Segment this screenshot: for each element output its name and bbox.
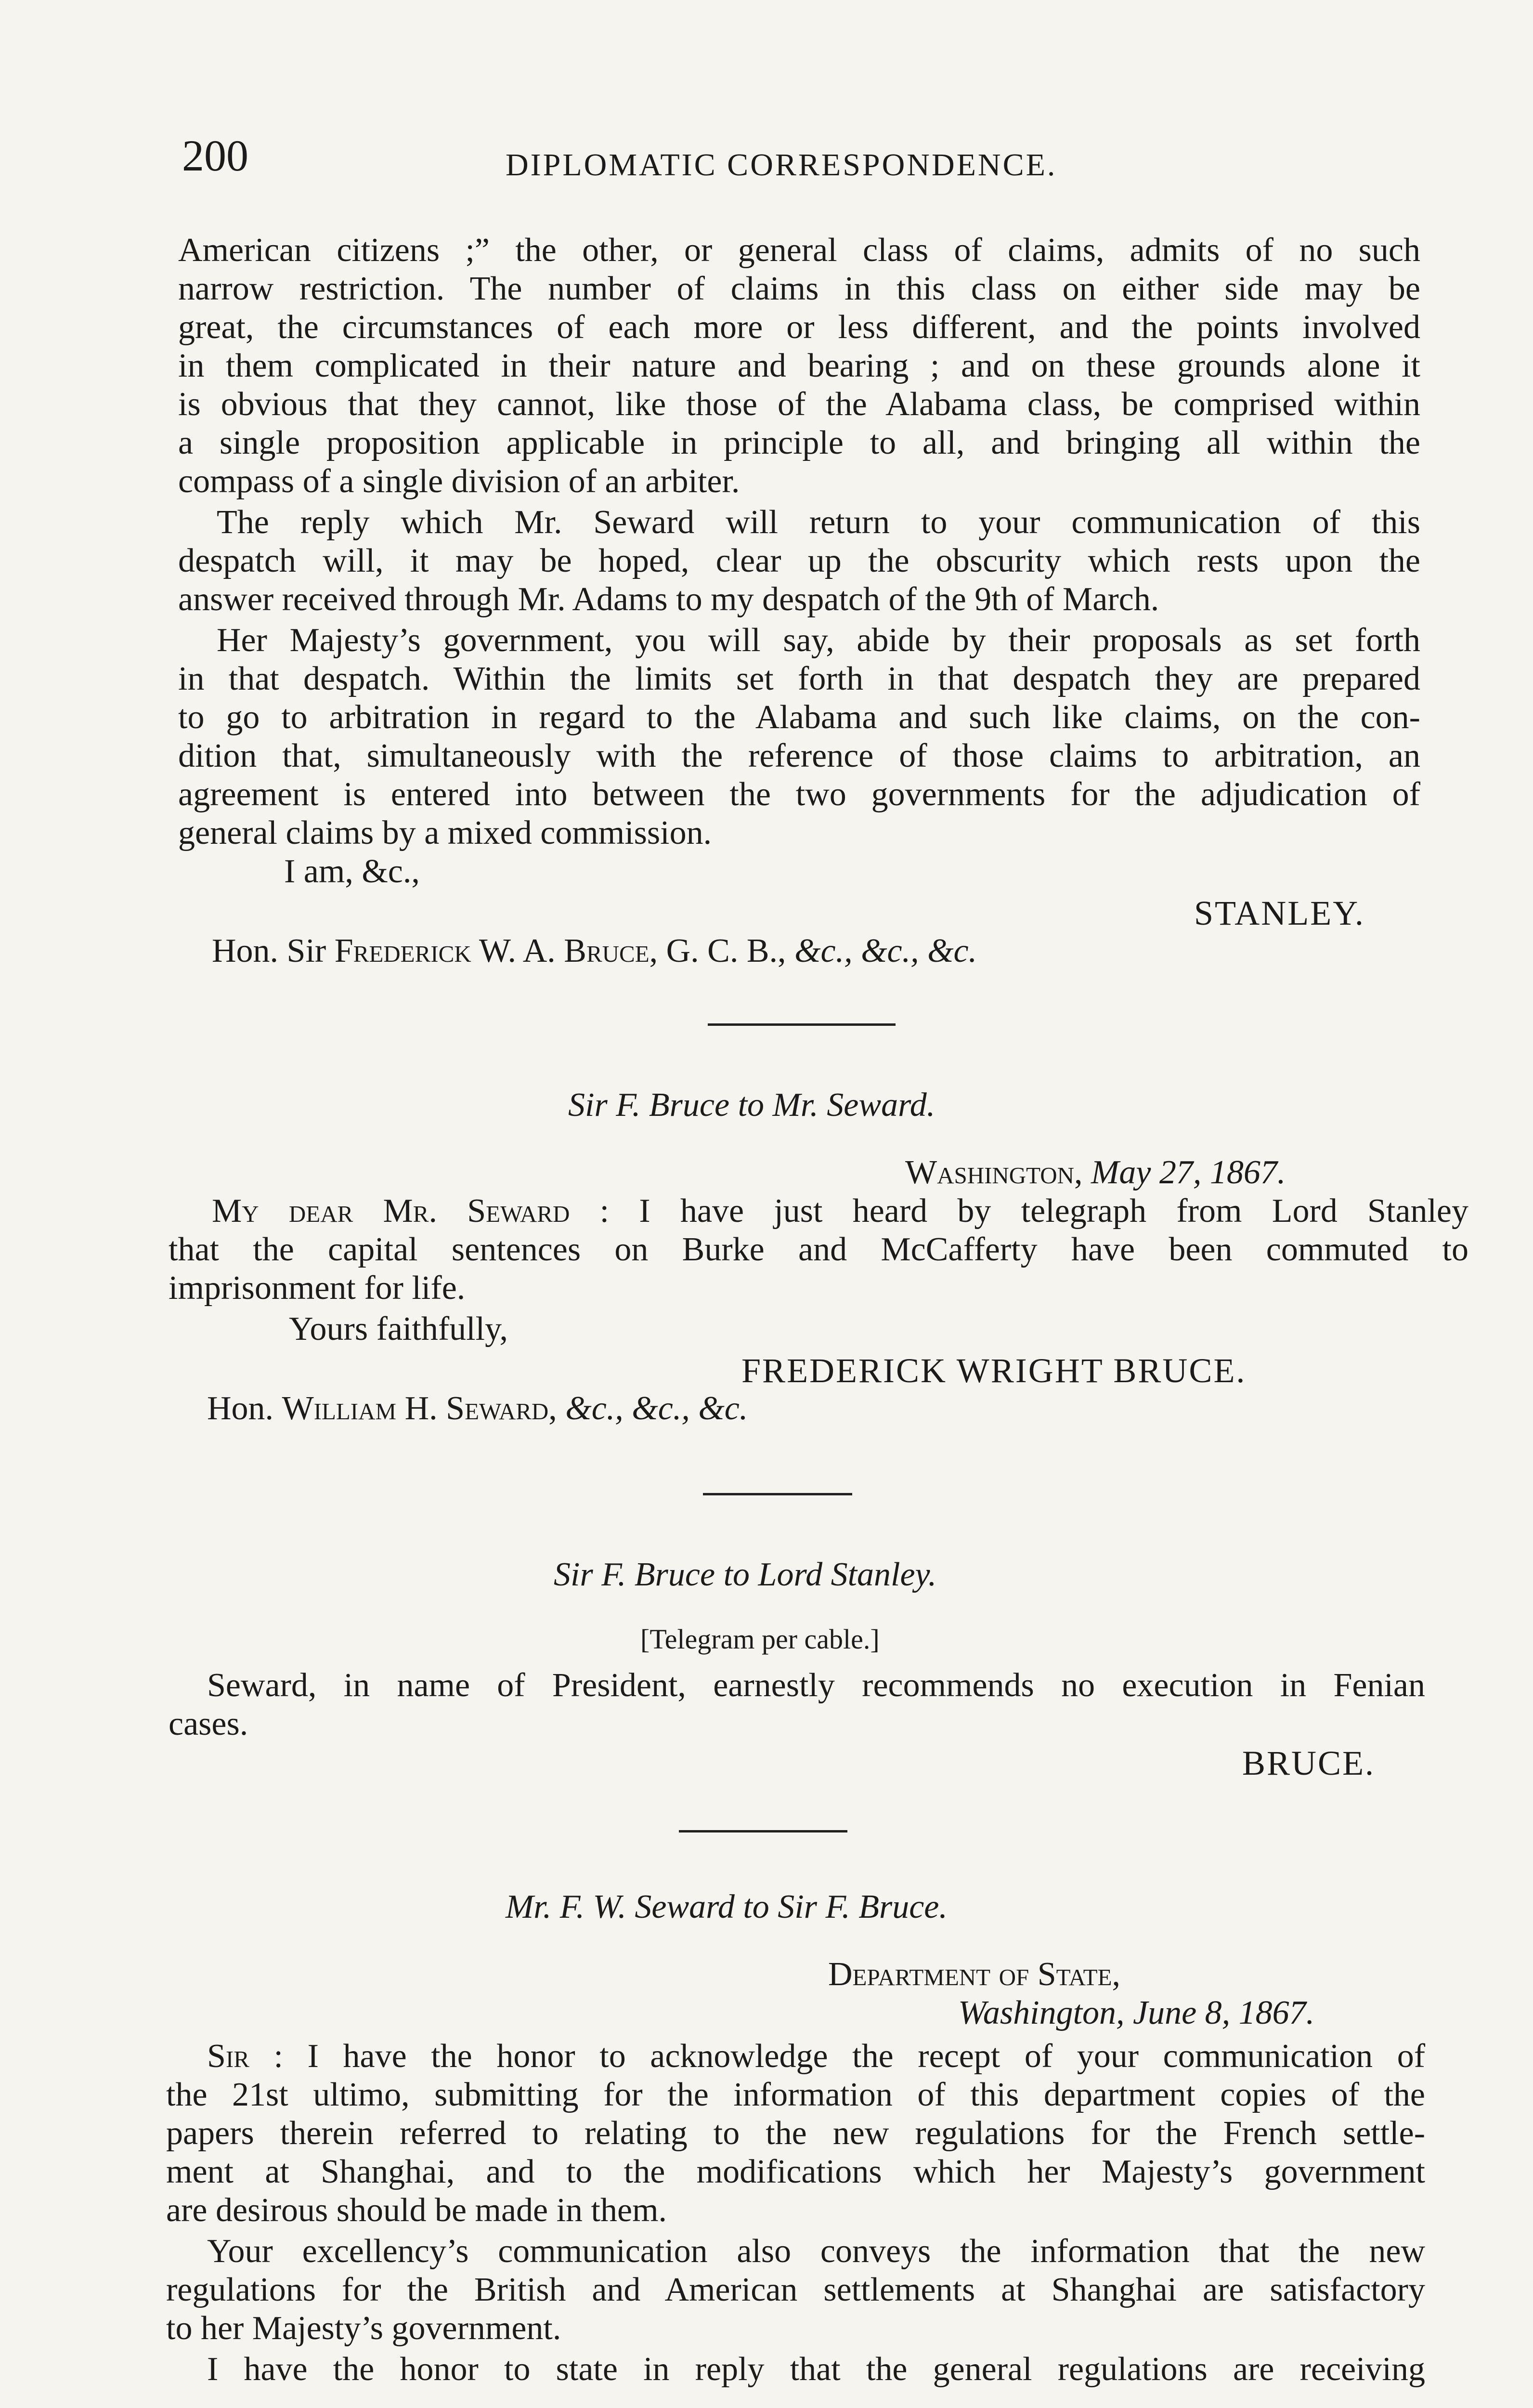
text-line: to her Majesty’s government. [166, 2310, 561, 2347]
letter2-signature: FREDERICK WRIGHT BRUCE. [741, 1351, 1247, 1390]
addressee-prefix: Hon. Sir [212, 932, 326, 969]
text-line: Seward, in name of President, earnestly recommends no execution in Fenian [207, 1667, 1425, 1704]
date: May 27, 1867. [1091, 1154, 1286, 1191]
text-line: American citizens ;” the other, or general class of claims, admits of no such [178, 232, 1420, 269]
text-line: imprisonment for life. [169, 1269, 466, 1307]
text-line: to go to arbitration in regard to the Alabama and such like claims, on the con- [178, 699, 1420, 736]
letter1-signature: STANLEY. [1194, 894, 1365, 932]
section-divider [708, 1023, 896, 1026]
running-title: DIPLOMATIC CORRESPONDENCE. [506, 147, 1057, 183]
body-text: I have just heard by telegraph from Lord Stanley [639, 1192, 1468, 1230]
text-line: I have the honor to state in reply that the general regulations are receiving [207, 2351, 1425, 2388]
place: Washington, [958, 1994, 1125, 2031]
letter3-note: [Telegram per cable.] [640, 1623, 880, 1655]
text-line: the 21st ultimo, submitting for the information of this department copies of the [166, 2076, 1425, 2113]
text-line: despatch will, it may be hoped, clear up the obscurity which rests upon the [178, 542, 1420, 579]
letter2-heading: Sir F. Bruce to Mr. Seward. [568, 1086, 935, 1124]
text-line: cases. [169, 1705, 248, 1742]
text-line: compass of a single division of an arbiter. [178, 463, 740, 500]
addressee-etc: &c., &c., &c. [565, 1390, 748, 1427]
letter4-heading: Mr. F. W. Seward to Sir F. Bruce. [506, 1888, 948, 1925]
addressee-name: Frederick W. A. Bruce [334, 932, 650, 969]
section-divider [703, 1493, 852, 1495]
text-line: regulations for the British and American settlements at Shanghai are satisfactory [166, 2271, 1425, 2308]
body-text: I have the honor to acknowledge the recept of your communication of [307, 2038, 1426, 2075]
text-line: that the capital sentences on Burke and McCafferty have been commuted to [169, 1231, 1468, 1268]
letter3-heading: Sir F. Bruce to Lord Stanley. [554, 1556, 937, 1593]
addressee-prefix: Hon. [207, 1390, 274, 1427]
letter4-department: Department of State, [828, 1956, 1121, 1993]
letter1-closing: I am, &c., [284, 853, 420, 890]
place: Washington, [905, 1154, 1083, 1191]
text-line: Your excellency’s communication also conveys the information that the new [207, 2233, 1425, 2270]
date-month: June 8, 1867. [1133, 1994, 1315, 2031]
salutation: Sir : [207, 2038, 283, 2075]
section-divider [679, 1830, 847, 1832]
text-line: general claims by a mixed commission. [178, 814, 712, 851]
addressee-etc: &c., &c., &c. [794, 932, 977, 969]
page-number: 200 [182, 131, 248, 180]
text-line: answer received through Mr. Adams to my despatch of the 9th of March. [178, 581, 1159, 618]
text-line: agreement is entered into between the two governments for the adjudication of [178, 776, 1420, 813]
text-line: dition that, simultaneously with the reference of those claims to arbitration, an [178, 737, 1420, 774]
text-line: Her Majesty’s government, you will say, abide by their proposals as set forth [217, 622, 1420, 659]
text-line: are desirous should be made in them. [166, 2192, 667, 2229]
text-line: ment at Shanghai, and to the modifications which her Majesty’s government [166, 2153, 1425, 2190]
letter4-first-line [207, 2037, 1425, 2076]
text-line: in them complicated in their nature and bearing ; and on these grounds alone it [178, 347, 1420, 384]
letter2-place-date [905, 1153, 1286, 1192]
text-line: The reply which Mr. Seward will return to your communication of this [217, 504, 1420, 541]
letter2-first-line [212, 1192, 1468, 1230]
text-line: great, the circumstances of each more or less different, and the points involved [178, 309, 1420, 346]
text-line: papers therein referred to relating to the new regulations for the French settle- [166, 2115, 1425, 2152]
addressee-name: William H. Seward, [282, 1390, 557, 1427]
addressee-suffix: , G. C. B., [649, 932, 786, 969]
text-line: narrow restriction. The number of claims in this class on either side may be [178, 270, 1420, 307]
letter1-addressee [212, 932, 977, 970]
letter4-place-date [958, 1994, 1314, 2032]
text-line: is obvious that they cannot, like those of the Alabama class, be comprised within [178, 386, 1420, 423]
letter3-signature: BRUCE. [1242, 1744, 1376, 1782]
salutation: My dear Mr. Seward : [212, 1192, 610, 1230]
letter2-addressee [207, 1389, 748, 1428]
letter2-closing: Yours faithfully, [289, 1310, 508, 1348]
text-line: in that despatch. Within the limits set forth in that despatch they are prepared [178, 660, 1420, 697]
text-line: a single proposition applicable in principle to all, and bringing all within the [178, 424, 1420, 461]
